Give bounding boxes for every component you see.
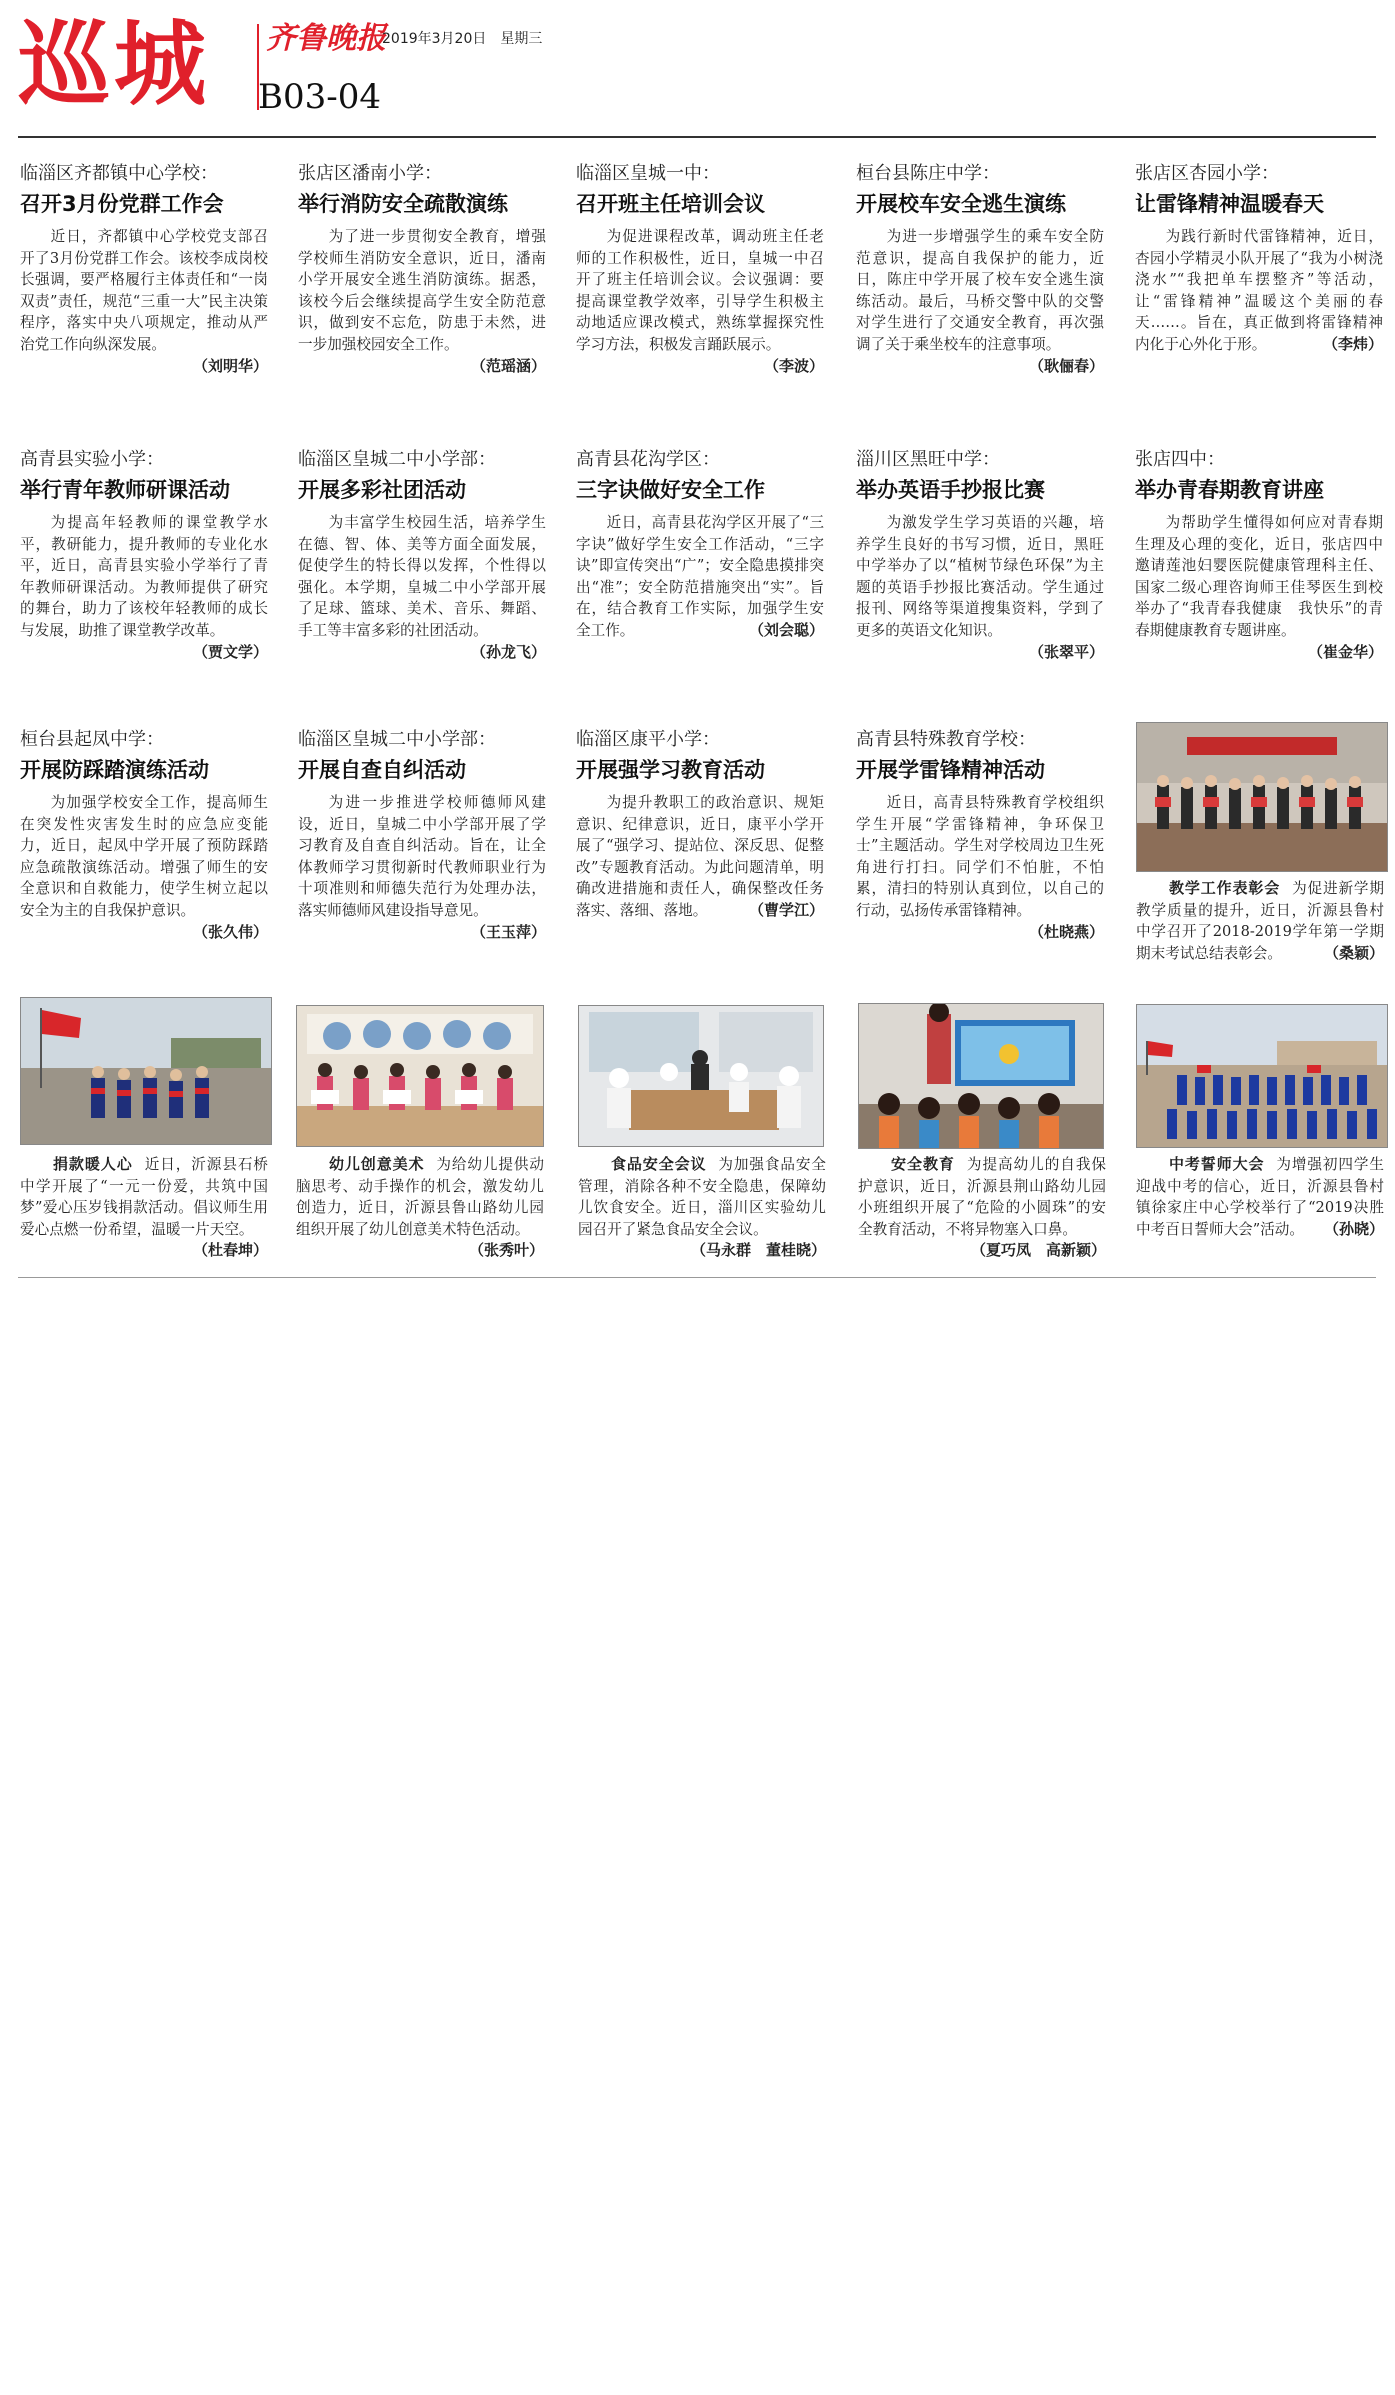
article-body: 近日，齐都镇中心学校党支部召开了3月份党群工作会。该校李成岗校长强调，要严格履行主体责任和“一岗双责”责任，规范“三重一大”民主决策程序，落实中央八项规定，推动从严治党工作向纵深发展。 （刘明华） (20, 226, 268, 356)
article-headline: 举行青年教师研课活动 (20, 478, 230, 502)
photo-caption (858, 1154, 1106, 1262)
caption-author: （张秀叶） (468, 1241, 544, 1260)
article (1135, 162, 1383, 356)
article-body: 为了进一步贯彻安全教育，增强学校师生消防安全意识，近日，潘南小学开展安全逃生消防演练。据悉，该校今后会继续提高学生安全防范意识，做到安不忘危，防患于未然，进一步加强校园安全工作。 （范瑶涵） (298, 226, 546, 356)
page-code: B03-04 (258, 77, 382, 117)
article-author: （崔金华） (1307, 642, 1383, 661)
article-headline: 召开班主任培训会议 (576, 192, 765, 216)
paper-logo: 齐鲁晚报 (266, 21, 386, 56)
oath-rally-photo (1136, 1004, 1388, 1148)
article-body: 为进一步增强学生的乘车安全防范意识，提高自我保护的能力，近日，陈庄中学开展了校车安全逃生演练活动。最后，马桥交警中队的交警对学生进行了交通安全教育，再次强调了关于乘坐校车的注意事项。 （耿俪春） (856, 226, 1104, 356)
safety-education-photo (858, 1003, 1104, 1149)
article-school: 淄川区黑旺中学： (856, 449, 1000, 470)
masthead-rule (18, 136, 1376, 138)
caption-title: 中考誓师大会 (1169, 1155, 1265, 1173)
caption-body: 为加强食品安全管理，消除各种不安全隐患，保障幼儿饮食安全。近日，淄川区实验幼儿园召开了紧急食品安全会议。 (578, 1156, 826, 1238)
caption-body: 为增强初四学生迎战中考的信心，近日，沂源县鲁村镇徐家庄中心学校举行了“2019决胜中考百日誓师大会”活动。 (1136, 1156, 1384, 1238)
commendation-photo (1136, 722, 1388, 872)
caption-author: （马永群 董桂晓） (690, 1241, 826, 1260)
article-school: 临淄区皇城一中： (576, 163, 720, 184)
food-safety-photo (578, 1005, 824, 1147)
caption-title: 幼儿创意美术 (329, 1155, 425, 1173)
article (856, 728, 1104, 943)
article (576, 448, 824, 642)
article-school: 高青县特殊教育学校： (856, 729, 1036, 750)
article-headline: 三字诀做好安全工作 (576, 478, 765, 502)
caption-body: 近日，沂源县石桥中学开展了“一元一份爱，共筑中国梦”爱心压岁钱捐款活动。倡议师生用爱心点燃一份希望，温暖一片天空。 (20, 1156, 268, 1238)
article-headline: 开展学雷锋精神活动 (856, 758, 1045, 782)
article (856, 162, 1104, 377)
article-headline: 让雷锋精神温暖春天 (1135, 192, 1324, 216)
article-headline: 开展强学习教育活动 (576, 758, 765, 782)
article-author: （曹学江） (748, 900, 824, 919)
content-bottom-rule (18, 1277, 1376, 1278)
article-body: 为激发学生学习英语的兴趣，培养学生良好的书写习惯，近日，黑旺中学举办了以“植树节绿色环保”为主题的英语手抄报比赛活动。学生通过报刊、网络等渠道搜集资料，学到了更多的英语文化知识。 （张翠平） (856, 512, 1104, 642)
article-school: 临淄区皇城二中小学部： (298, 729, 496, 750)
article-author: （李炜） (1322, 334, 1383, 353)
caption-author: （孙晓） (1323, 1219, 1384, 1238)
caption-body: 为提高幼儿的自我保护意识，近日，沂源县荆山路幼儿园小班组织开展了“危险的小圆珠”的安全教育活动，不将异物塞入口鼻。 (858, 1156, 1106, 1238)
article-school: 高青县实验小学： (20, 449, 164, 470)
issue-date: 2019年3月20日 星期三 (382, 31, 543, 47)
caption-body: 为促进新学期教学质量的提升，近日，沂源县鲁村中学召开了2018-2019学年第一学期期末考试总结表彰会。 (1136, 880, 1384, 962)
article-school: 张店区潘南小学： (298, 163, 442, 184)
article-headline: 举办英语手抄报比赛 (856, 478, 1045, 502)
article-author: （刘会聪） (748, 620, 824, 639)
article-body: 为促进课程改革，调动班主任老师的工作积极性，近日，皇城一中召开了班主任培训会议。会议强调：要提高课堂教学效率，引导学生积极主动地适应课改模式，熟练掌握探究性学习方法，积极发言踊跃展示。 （李波） (576, 226, 824, 356)
caption-title: 教学工作表彰会 (1169, 879, 1281, 897)
article (298, 162, 546, 377)
article-author: （杜晓燕） (1028, 922, 1104, 941)
article (576, 728, 824, 922)
article-headline: 开展校车安全逃生演练 (856, 192, 1066, 216)
article-body: 为践行新时代雷锋精神，近日，杏园小学精灵小队开展了“我为小树浇浇水”“我把单车摆整齐”等活动，让“雷锋精神”温暖这个美丽的春天……。旨在，真正做到将雷锋精神内化于心外化于形。 （李炜） (1135, 226, 1383, 356)
article-body: 为提升教职工的政治意识、规矩意识、纪律意识，近日，康平小学开展了“强学习、提站位、深反思、促整改”专题教育活动。为此问题清单，明确改进措施和责任人，确保整改任务落实、落细、落地。 （曹学江） (576, 792, 824, 922)
article-author: （张翠平） (1028, 642, 1104, 661)
caption-author: （杜春坤） (192, 1241, 268, 1260)
article-school: 张店区杏园小学： (1135, 163, 1279, 184)
article-author: （范瑶涵） (470, 356, 546, 375)
article (298, 728, 546, 943)
article-body: 为提高年轻教师的课堂教学水平，教研能力，提升教师的专业化水平，近日，高青县实验小学举行了青年教师研课活动。为教师提供了研究的舞台，助力了该校年轻教师的成长与发展，助推了课堂教学改革。 （贾文学） (20, 512, 268, 642)
article (20, 162, 268, 377)
article-school: 临淄区皇城二中小学部： (298, 449, 496, 470)
article-body: 为帮助学生懂得如何应对青春期生理及心理的变化，近日，张店四中邀请莲池妇婴医院健康管理科主任、国家二级心理咨询师王佳琴医生到校举办了“我青春我健康 我快乐”的青春期健康教育专题讲座。 （崔金华） (1135, 512, 1383, 642)
article-school: 临淄区齐都镇中心学校： (20, 163, 218, 184)
article-headline: 召开3月份党群工作会 (20, 192, 224, 216)
article-author: （李波） (763, 356, 824, 375)
article-author: （贾文学） (192, 642, 268, 661)
article-school: 张店四中： (1135, 449, 1225, 470)
caption-author: （夏巧凤 高新颖） (970, 1241, 1106, 1260)
article-school: 临淄区康平小学： (576, 729, 720, 750)
article-headline: 举行消防安全疏散演练 (298, 192, 508, 216)
caption-title: 捐款暖人心 (53, 1155, 133, 1173)
article-headline: 开展多彩社团活动 (298, 478, 466, 502)
donation-photo (20, 997, 272, 1145)
article (20, 448, 268, 663)
photo-caption (1136, 1154, 1384, 1240)
article-headline: 开展防踩踏演练活动 (20, 758, 209, 782)
photo-caption (20, 1154, 268, 1262)
photo-caption (296, 1154, 544, 1262)
article-school: 高青县花沟学区： (576, 449, 720, 470)
article-author: （耿俪春） (1028, 356, 1104, 375)
article-body: 近日，高青县特殊教育学校组织学生开展“学雷锋精神，争环保卫士”主题活动。学生对学校周边卫生死角进行打扫。同学们不怕脏，不怕累，清扫的特别认真到位，以自己的行动，弘扬传承雷锋精神。 （杜晓燕） (856, 792, 1104, 922)
art-class-photo (296, 1005, 544, 1147)
article-body: 为加强学校安全工作，提高师生在突发性灾害发生时的应急应变能力，近日，起凤中学开展了预防踩踏应急疏散演练活动。增强了师生的安全意识和自救能力，使学生树立起以安全为主的自我保护意识。 （张久伟） (20, 792, 268, 922)
article-body: 为丰富学生校园生活，培养学生在德、智、体、美等方面全面发展，促使学生的特长得以发挥，个性得以强化。本学期，皇城二中小学部开展了足球、篮球、美术、音乐、舞蹈、手工等丰富多彩的社团活动。 （孙龙飞） (298, 512, 546, 642)
caption-body: 为给幼儿提供动脑思考、动手操作的机会，激发幼儿创造力，近日，沂源县鲁山路幼儿园组织开展了幼儿创意美术特色活动。 (296, 1156, 544, 1238)
article-headline: 举办青春期教育讲座 (1135, 478, 1324, 502)
article (20, 728, 268, 943)
article-author: （张久伟） (192, 922, 268, 941)
article (856, 448, 1104, 663)
article-headline: 开展自查自纠活动 (298, 758, 466, 782)
photo-caption (578, 1154, 826, 1262)
article (1135, 448, 1383, 663)
article (576, 162, 824, 377)
article-author: （刘明华） (192, 356, 268, 375)
article-body: 为进一步推进学校师德师风建设，近日，皇城二中小学部开展了学习教育及自查自纠活动。旨在，让全体教师学习贯彻新时代教师职业行为十项准则和师德失范行为处理办法，落实师德师风建设指导意见。 （王玉萍） (298, 792, 546, 922)
article-school: 桓台县起凤中学： (20, 729, 164, 750)
article-school: 桓台县陈庄中学： (856, 163, 1000, 184)
article (298, 448, 546, 663)
article-author: （王玉萍） (470, 922, 546, 941)
photo-caption (1136, 878, 1384, 964)
article-author: （孙龙飞） (470, 642, 546, 661)
caption-author: （桑颖） (1323, 943, 1384, 962)
caption-title: 食品安全会议 (611, 1155, 707, 1173)
caption-title: 安全教育 (891, 1155, 955, 1173)
section-title: 巡城 (18, 10, 211, 118)
article-body: 近日，高青县花沟学区开展了“三字诀”做好学生安全工作活动，“三字诀”即宣传突出“广”；安全隐患摸排突出“准”；安全防范措施突出“实”。旨在，结合教育工作实际，加强学生安全工作。 （刘会聪） (576, 512, 824, 642)
